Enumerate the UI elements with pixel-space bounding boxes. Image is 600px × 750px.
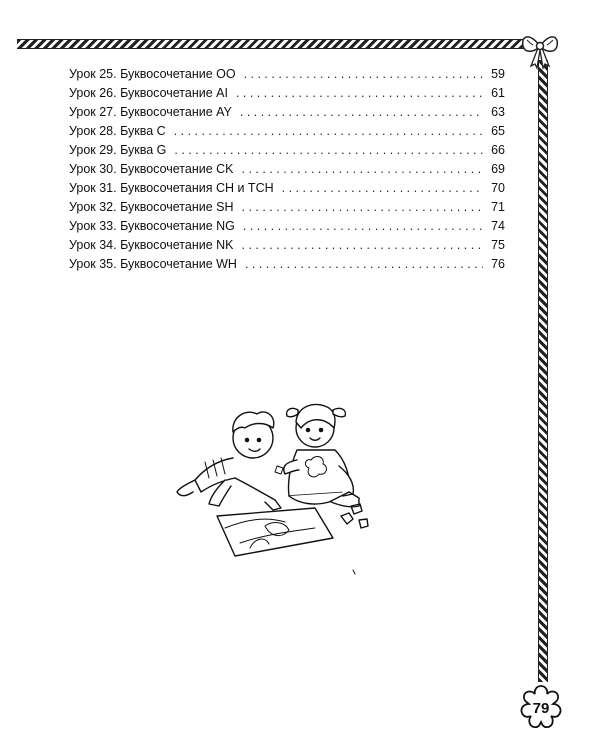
toc-leader-dots <box>174 124 483 138</box>
toc-leader-dots <box>236 86 483 100</box>
toc-leader-dots <box>242 162 483 176</box>
toc-leader-dots <box>242 238 483 252</box>
toc-leader-dots <box>242 200 483 214</box>
toc-entry-page: 63 <box>491 105 505 119</box>
toc-entry-title: Урок 34. Буквосочетание NK <box>69 238 234 252</box>
toc-entry-page: 65 <box>491 124 505 138</box>
toc-entry-page: 75 <box>491 238 505 252</box>
top-decorative-border <box>17 39 527 49</box>
toc-entry-page: 70 <box>491 181 505 195</box>
toc-entry[interactable] <box>69 257 505 276</box>
toc-entry[interactable] <box>69 181 505 200</box>
toc-entry[interactable] <box>69 124 505 143</box>
toc-entry-title: Урок 32. Буквосочетание SH <box>69 200 234 214</box>
toc-entry[interactable] <box>69 200 505 219</box>
ribbon-bow-icon <box>515 22 565 72</box>
toc-entry[interactable] <box>69 219 505 238</box>
toc-leader-dots <box>245 257 483 271</box>
toc-entry-title: Урок 29. Буква G <box>69 143 167 157</box>
toc-entry[interactable] <box>69 238 505 257</box>
page-number-badge <box>513 680 569 736</box>
toc-entry-title: Урок 25. Буквосочетание OO <box>69 67 236 81</box>
toc-leader-dots <box>244 67 483 81</box>
toc-entry-title: Урок 28. Буква C <box>69 124 166 138</box>
toc-entry-page: 69 <box>491 162 505 176</box>
toc-entry[interactable] <box>69 105 505 124</box>
toc-leader-dots <box>243 219 483 233</box>
toc-entry-title: Урок 33. Буквосочетание NG <box>69 219 235 233</box>
toc-entry-title: Урок 35. Буквосочетание WH <box>69 257 237 271</box>
toc-entry-title: Урок 26. Буквосочетание AI <box>69 86 228 100</box>
toc-entry-page: 61 <box>491 86 505 100</box>
table-of-contents <box>69 67 505 276</box>
toc-entry[interactable] <box>69 143 505 162</box>
toc-entry[interactable] <box>69 67 505 86</box>
right-decorative-border <box>538 60 548 682</box>
toc-entry-title: Урок 30. Буквосочетание CK <box>69 162 234 176</box>
toc-entry-title: Урок 27. Буквосочетание AY <box>69 105 232 119</box>
toc-leader-dots <box>174 143 483 157</box>
toc-entry-page: 59 <box>491 67 505 81</box>
page-number: 79 <box>532 699 550 717</box>
toc-leader-dots <box>282 181 483 195</box>
toc-entry-page: 74 <box>491 219 505 233</box>
toc-entry[interactable] <box>69 86 505 105</box>
toc-entry-title: Урок 31. Буквосочетания CH и TCH <box>69 181 274 195</box>
toc-entry-page: 76 <box>491 257 505 271</box>
toc-leader-dots <box>240 105 483 119</box>
toc-entry-page: 66 <box>491 143 505 157</box>
toc-entry[interactable] <box>69 162 505 181</box>
children-puzzle-illustration <box>165 388 385 578</box>
toc-entry-page: 71 <box>491 200 505 214</box>
